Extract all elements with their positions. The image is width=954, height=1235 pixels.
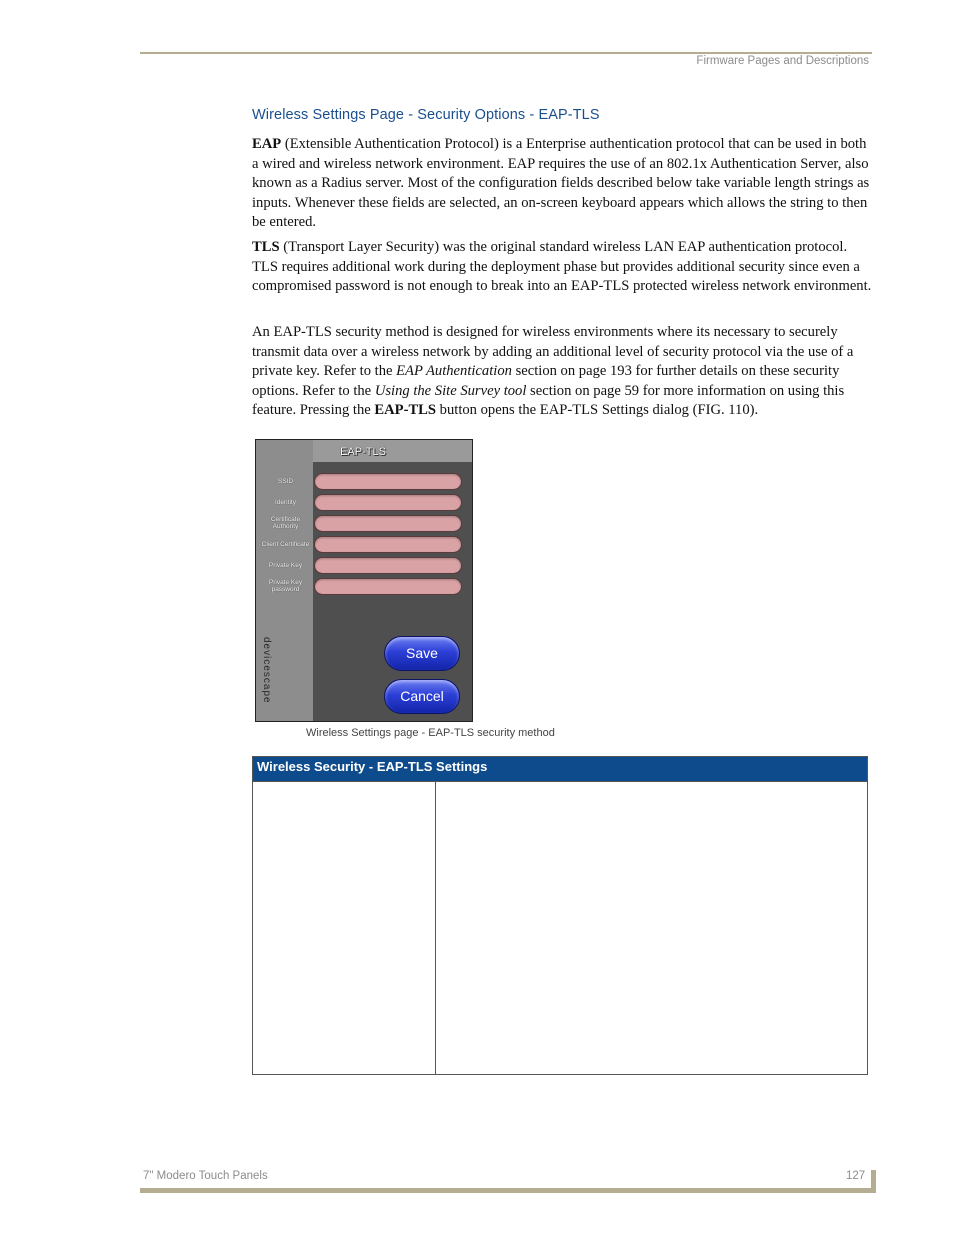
paragraph-tls bbox=[252, 238, 872, 297]
label-ssid: SSID bbox=[277, 478, 294, 485]
cancel-button[interactable]: Cancel bbox=[384, 679, 460, 714]
private-key-password-field[interactable] bbox=[314, 578, 462, 595]
term-tls: TLS bbox=[252, 239, 280, 255]
paragraph-text-a: An EAP-TLS security method is designed for wireless environments where its necessary to securely transmit data over a wireless network by adding an additional level of security protocol via the use of a private key. Refer to the bbox=[252, 324, 854, 380]
figure-caption: Wireless Settings page - EAP-TLS security method bbox=[306, 727, 555, 739]
footer-product: 7" Modero Touch Panels bbox=[143, 1170, 268, 1182]
save-button[interactable]: Save bbox=[384, 636, 460, 671]
ref-site-survey[interactable]: Using the Site Survey tool bbox=[374, 382, 527, 399]
devicescape-logo bbox=[258, 637, 278, 715]
paragraph-eap bbox=[252, 135, 872, 233]
paragraph-text-d: button opens the EAP-TLS Settings dialog (FIG. 110). bbox=[436, 402, 759, 419]
brand-wordmark: devicescape bbox=[261, 637, 272, 704]
private-key-field[interactable] bbox=[314, 557, 462, 574]
page-number: 127 bbox=[846, 1170, 866, 1182]
certificate-authority-field[interactable] bbox=[314, 515, 462, 532]
paragraph-eap-tls bbox=[252, 323, 872, 421]
dialog-title: EAP-TLS bbox=[340, 446, 386, 458]
table-header: Wireless Security - EAP-TLS Settings bbox=[253, 757, 867, 781]
label-client-certificate: Client Certificate bbox=[261, 541, 310, 548]
table-column-divider bbox=[435, 781, 436, 1074]
label-private-key-password: Private Key password bbox=[268, 579, 303, 593]
label-identity: Identity bbox=[275, 499, 296, 506]
paragraph-text-c: section on page 59 for more information on using this feature. Pressing the bbox=[252, 382, 845, 419]
label-certificate-authority: Certificate Authority bbox=[270, 516, 301, 530]
header-rule bbox=[140, 52, 872, 54]
running-header: Firmware Pages and Descriptions bbox=[696, 55, 869, 67]
term-eap: EAP bbox=[252, 136, 282, 152]
label-private-key: Private Key bbox=[268, 562, 303, 569]
paragraph-text-b: section on page 193 for further details on these security options. Refer to the bbox=[252, 363, 840, 399]
footer-rule bbox=[140, 1188, 876, 1193]
ssid-field[interactable] bbox=[314, 473, 462, 490]
term-eap-tls-button: EAP-TLS bbox=[374, 402, 437, 419]
eap-tls-dialog-figure bbox=[255, 439, 473, 722]
identity-field[interactable] bbox=[314, 494, 462, 511]
section-title: Wireless Settings Page - Security Options - EAP-TLS bbox=[252, 107, 600, 123]
paragraph-tls-text: (Transport Layer Security) was the original standard wireless LAN EAP authentication protocol. TLS requires additional work during the deployment phase but provides additional security since even a compromised password is not enough to break into an EAP-TLS protected wireless network environment. bbox=[252, 239, 872, 295]
table-header-rule bbox=[253, 781, 867, 782]
client-certificate-field[interactable] bbox=[314, 536, 462, 553]
paragraph-eap-text: (Extensible Authentication Protocol) is a Enterprise authentication protocol that can be used in both a wired and wireless network environment. EAP requires the use of an 802.1x Authentication Server, also known as a Radius server. Most of the configuration fields described below take variable length strings as inputs. Whenever these fields are selected, an on-screen keyboard appears which allows the string to then be entered. bbox=[252, 136, 870, 231]
ref-eap-authentication[interactable]: EAP Authentication bbox=[396, 363, 512, 380]
settings-table bbox=[252, 756, 868, 1075]
